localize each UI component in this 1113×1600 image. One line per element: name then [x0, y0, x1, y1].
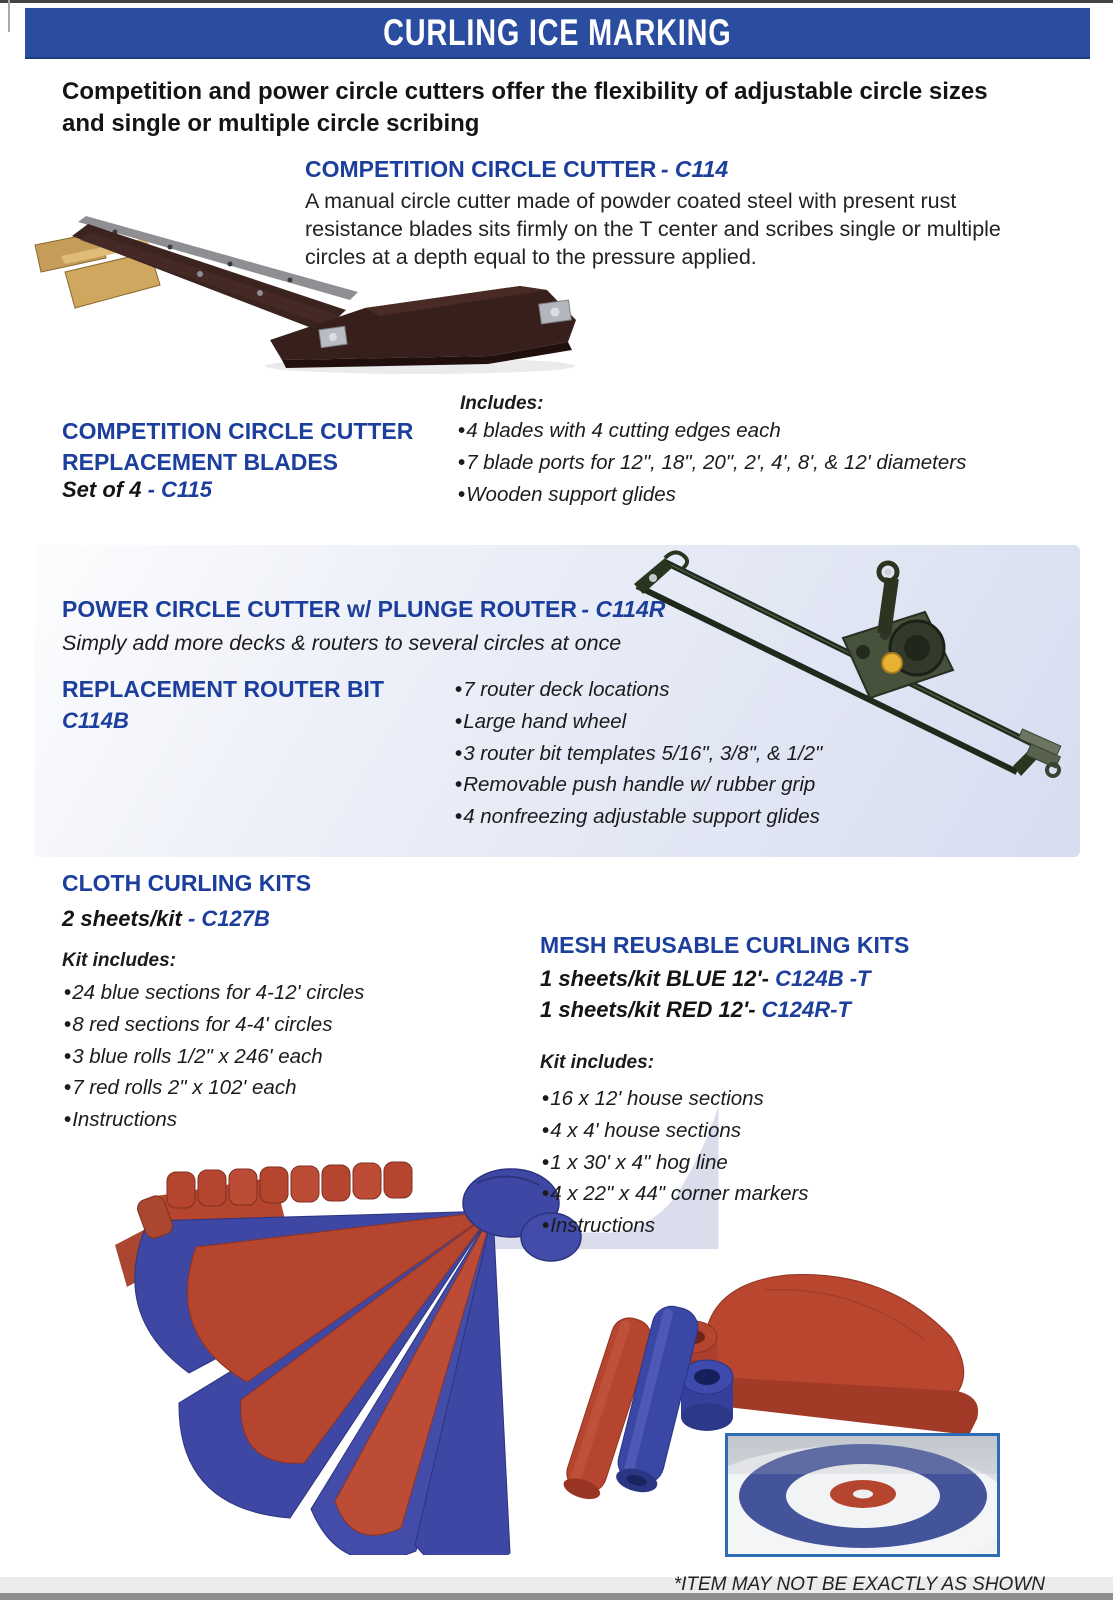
variant-label: 1 sheets/kit RED 12'-: [540, 997, 756, 1022]
page-top-edge-line: [0, 0, 1113, 3]
product-code: C124B -T: [775, 966, 871, 991]
bullet-item: • Removable push handle w/ rubber grip: [455, 769, 822, 801]
bullet-item: • 7 router deck locations: [455, 674, 822, 706]
bullet-item: • 3 router bit templates 5/16", 3/8", & 1/2": [455, 738, 822, 770]
router-bit-heading: REPLACEMENT ROUTER BIT: [62, 676, 384, 702]
page-left-edge-tick: [8, 0, 10, 32]
set-label: Set of 4: [62, 477, 142, 502]
bullet-item: • 3 blue rolls 1/2" x 246' each: [64, 1041, 364, 1073]
power-cutter-heading: [62, 596, 665, 623]
bullet-item: • 16 x 12' house sections: [542, 1083, 809, 1115]
mesh-kits-heading: MESH REUSABLE CURLING KITS: [540, 932, 910, 958]
includes-label: Includes:: [460, 393, 544, 414]
bullet-item: • 4 nonfreezing adjustable support glides: [455, 801, 822, 833]
bullet-item: • 4 x 22" x 44" corner markers: [542, 1178, 809, 1210]
bullet-item: • 7 red rolls 2" x 102' each: [64, 1072, 364, 1104]
power-cutter-feature-list: [455, 674, 822, 833]
bullet-item: • 24 blue sections for 4-12' circles: [64, 977, 364, 1009]
bullet-item: • Instructions: [64, 1104, 364, 1136]
bullet-item: • 4 blades with 4 cutting edges each: [458, 415, 966, 447]
replacement-blades-heading: [62, 418, 413, 476]
cloth-kit-includes-label: Kit includes:: [62, 950, 177, 971]
curling-house-rings: [728, 1436, 997, 1554]
product-code: - C115: [147, 477, 212, 502]
bullet-item: • 4 x 4' house sections: [542, 1115, 809, 1147]
bullet-item: • Wooden support glides: [458, 479, 966, 511]
bullet-item: • 7 blade ports for 12", 18", 20", 2', 4', 8', & 12' diameters: [458, 447, 966, 479]
page-banner: [25, 8, 1090, 59]
mesh-kit-variant-blue: [540, 966, 870, 992]
bullet-item: • Large hand wheel: [455, 706, 822, 738]
power-cutter-tagline: Simply add more decks & routers to several circles at once: [62, 631, 622, 655]
intro-text: Competition and power circle cutters offer the flexibility of adjustable circle sizes and single or multiple circle scribing: [62, 78, 988, 137]
cloth-kits-qty-line: [62, 906, 270, 932]
heading-line-1: COMPETITION CIRCLE CUTTER: [62, 418, 414, 444]
product-code: - C114: [660, 156, 729, 182]
footnote-text: *ITEM MAY NOT BE EXACTLY AS SHOWN: [673, 1574, 1045, 1595]
cloth-kit-includes-list: [64, 977, 364, 1136]
competition-cutter-heading: [305, 156, 728, 183]
competition-cutter-description: A manual circle cutter made of powder coated steel with present rust resistance blades sits firmly on the T center and scribes single or multiple circles at a depth equal to the pressure applied.: [305, 189, 1001, 269]
heading-text: POWER CIRCLE CUTTER w/ PLUNGE ROUTER: [62, 596, 577, 622]
variant-label: 1 sheets/kit BLUE 12'-: [540, 966, 769, 991]
heading-line-2: REPLACEMENT BLADES: [62, 449, 339, 475]
cloth-kit-product-image: [95, 1125, 605, 1555]
cloth-kits-heading: CLOTH CURLING KITS: [62, 870, 312, 896]
mesh-kit-includes-list: [542, 1083, 809, 1242]
qty-label: 2 sheets/kit: [62, 906, 182, 931]
curling-house-inset-photo: [725, 1433, 1000, 1557]
mesh-kit-variant-red: [540, 997, 851, 1023]
product-code: - C114R: [581, 596, 666, 622]
heading-text: COMPETITION CIRCLE CUTTER: [305, 156, 657, 182]
mesh-kit-includes-label: Kit includes:: [540, 1052, 655, 1073]
page-title: CURLING ICE MARKING: [383, 11, 732, 53]
product-code: - C127B: [187, 906, 270, 931]
bullet-item: • 8 red sections for 4-4' circles: [64, 1009, 364, 1041]
product-code: C124R-T: [761, 997, 851, 1022]
bullet-item: • Instructions: [542, 1210, 809, 1242]
bullet-item: • 1 x 30' x 4" hog line: [542, 1147, 809, 1179]
router-bit-code: C114B: [62, 708, 129, 733]
replacement-blades-set-line: [62, 477, 212, 503]
includes-list: [458, 415, 966, 510]
